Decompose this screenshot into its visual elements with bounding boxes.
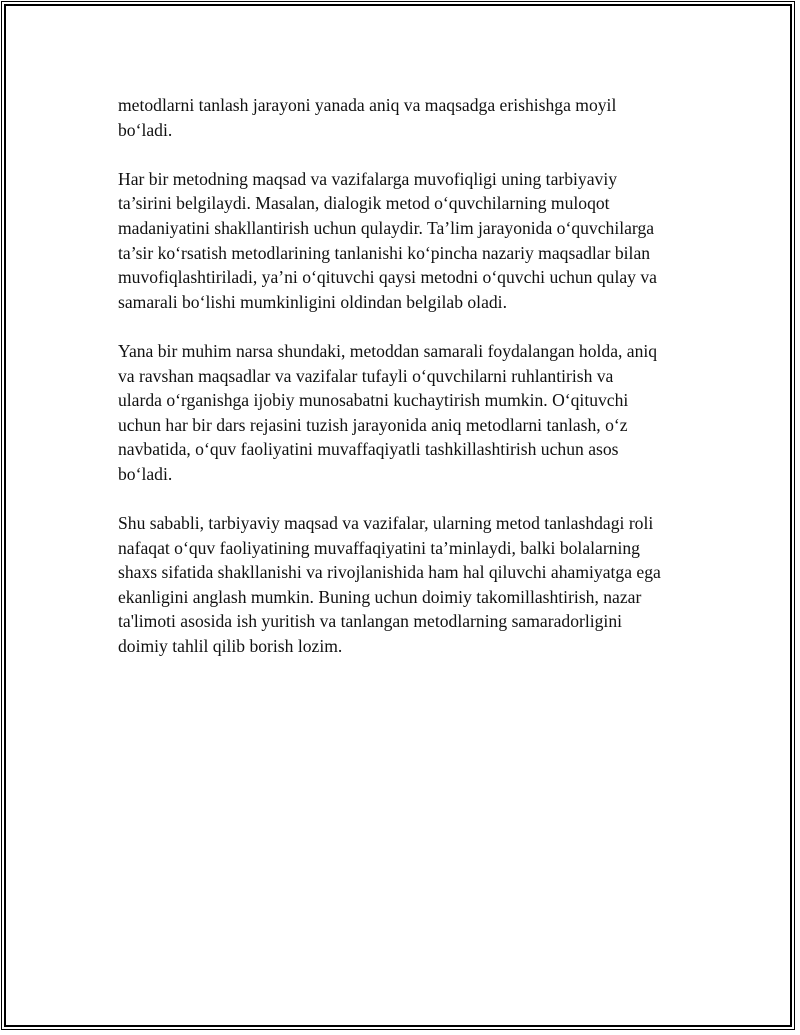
text-line: ta’sir ko‘rsatish metodlarining tanlanishi ko‘pincha nazariy maqsadlar bilan [118, 242, 651, 263]
text-line: shaxs sifatida shakllanishi va rivojlanishida ham hal qiluvchi ahamiyatga ega [118, 562, 661, 583]
text-line: muvofiqlashtiriladi, ya’ni o‘qituvchi qaysi metodni o‘quvchi uchun qulay va [118, 267, 657, 288]
text-line: Yana bir muhim narsa shundaki, metoddan samarali foydalangan holda, aniq [118, 340, 658, 361]
document-body [118, 93, 698, 683]
text-line: ekanligini anglash mumkin. Buning uchun doimiy takomillashtirish, nazar [118, 586, 642, 607]
paragraph-3 [118, 339, 698, 487]
text-line: ta'limoti asosida ish yuritish va tanlangan metodlarning samaradorligini [118, 611, 622, 632]
text-line: va ravshan maqsadlar va vazifalar tufayli o‘quvchilarni ruhlantirish va [118, 365, 614, 386]
text-line: nafaqat o‘quv faoliyatining muvaffaqiyatini ta’minlaydi, balki bolalarning [118, 537, 640, 558]
text-line: samarali bo‘lishi mumkinligini oldindan belgilab oladi. [118, 291, 507, 312]
text-line: Har bir metodning maqsad va vazifalarga muvofiqligi uning tarbiyaviy [118, 168, 618, 189]
text-line: doimiy tahlil qilib borish lozim. [118, 636, 343, 657]
text-line: bo‘ladi. [118, 463, 173, 484]
text-line: uchun har bir dars rejasini tuzish jarayonida aniq metodlarni tanlash, o‘z [118, 414, 628, 435]
text-line: Shu sababli, tarbiyaviy maqsad va vazifalar, ularning metod tanlashdagi roli [118, 513, 654, 534]
text-line: madaniyatini shakllantirish uchun qulaydir. Ta’lim jarayonida o‘quvchilarga [118, 217, 655, 238]
text-line: ta’sirini belgilaydi. Masalan, dialogik metod o‘quvchilarning muloqot [118, 193, 610, 214]
text-line: metodlarni tanlash jarayoni yanada aniq va maqsadga erishishga moyil [118, 95, 617, 115]
paragraph-1 [118, 93, 698, 142]
text-line: bo‘ladi. [118, 119, 173, 140]
paragraph-4 [118, 511, 698, 659]
text-line: ularda o‘rganishga ijobiy munosabatni kuchaytirish mumkin. O‘qituvchi [118, 390, 629, 411]
paragraph-2 [118, 167, 698, 315]
text-line: navbatida, o‘quv faoliyatini muvaffaqiyatli tashkillashtirish uchun asos [118, 439, 619, 460]
